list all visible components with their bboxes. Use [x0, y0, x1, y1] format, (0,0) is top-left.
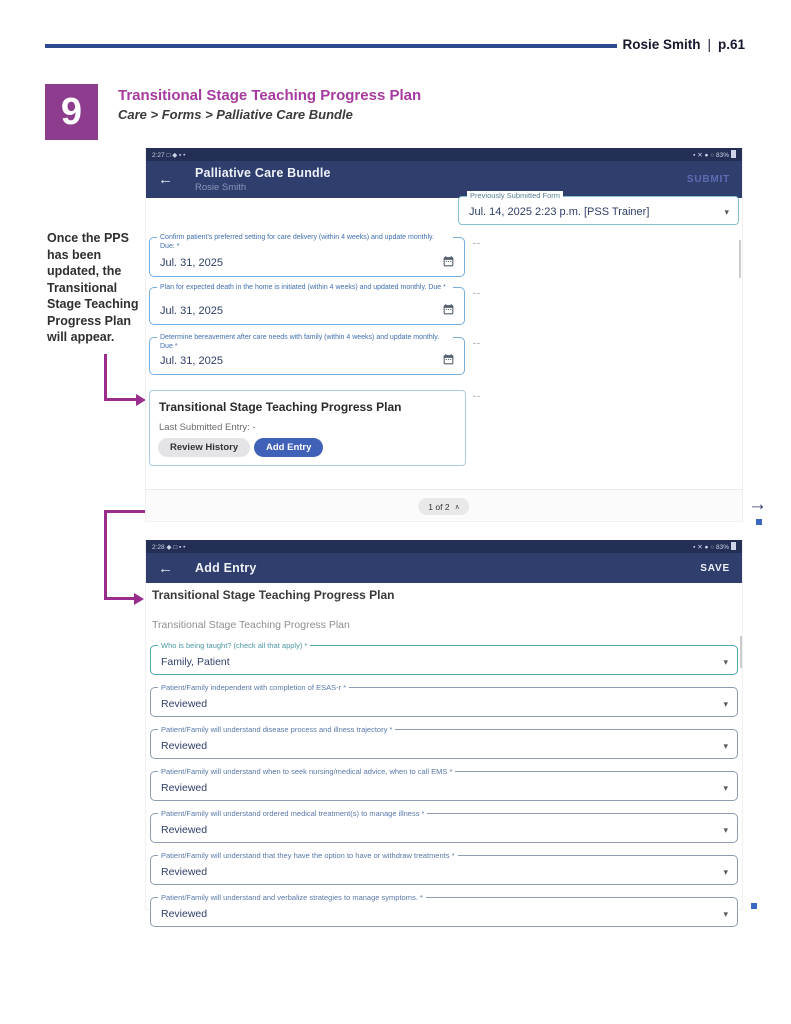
- pagination-footer: [146, 489, 742, 521]
- clock-time: 2:27: [152, 151, 165, 159]
- status-right: [693, 150, 736, 159]
- comment-marker-icon: [756, 519, 762, 525]
- card-title: Transitional Stage Teaching Progress Plan: [159, 400, 402, 414]
- back-arrow-icon[interactable]: ←: [158, 171, 173, 188]
- page-indicator-label: 1 of 2: [428, 501, 450, 512]
- chevron-up-icon: ∧: [454, 503, 460, 511]
- patient-name: Rosie Smith: [622, 37, 701, 52]
- select-ordered-treatments[interactable]: [150, 809, 738, 843]
- battery-percent: 83%: [715, 152, 729, 159]
- connector2-seg3: [104, 510, 107, 600]
- calendar-icon[interactable]: [442, 303, 455, 316]
- app-bar-titles: [195, 166, 331, 193]
- notification-icons: □ ◆ ▪ •: [166, 151, 186, 159]
- field-label: Patient/Family will understand disease process and illness trajectory *: [158, 725, 395, 734]
- field-value: Jul. 31, 2025: [160, 355, 223, 367]
- connector2-arrowhead-icon: [134, 593, 144, 605]
- breadcrumb: Care > Forms > Palliative Care Bundle: [118, 107, 353, 122]
- notification-icons: ◆ □ ▪ •: [166, 543, 186, 551]
- select-disease-process[interactable]: [150, 725, 738, 759]
- app-bar-subtitle: Rosie Smith: [195, 182, 247, 193]
- field-label: Patient/Family will understand that they have the option to have or withdraw treatments *: [158, 851, 458, 860]
- review-history-button[interactable]: Review History: [158, 438, 250, 457]
- last-submitted-entry: Last Submitted Entry: -: [159, 422, 256, 433]
- clock-time: 2:28: [152, 543, 165, 551]
- battery-icon: [731, 150, 736, 158]
- select-who-is-taught[interactable]: [150, 641, 738, 675]
- annotation-dash: --: [473, 338, 481, 348]
- screenshot-form-list: [145, 148, 743, 522]
- next-page-arrow-icon[interactable]: →: [748, 494, 767, 515]
- form-subheading: Transitional Stage Teaching Progress Plan: [152, 619, 350, 631]
- calendar-icon[interactable]: [442, 353, 455, 366]
- field-label: Patient/Family independent with completion of ESAS-r *: [158, 683, 349, 692]
- calendar-icon[interactable]: [442, 255, 455, 268]
- chevron-down-icon: ▾: [723, 825, 728, 835]
- battery-percent: 83%: [715, 544, 729, 551]
- select-label: Previously Submitted Form: [467, 191, 563, 200]
- field-label: Patient/Family will understand ordered medical treatment(s) to manage illness *: [158, 809, 427, 818]
- connector1-vertical: [104, 354, 107, 401]
- field-label: Who is being taught? (check all that apply) *: [158, 641, 310, 650]
- step-number-badge: 9: [45, 84, 98, 140]
- select-esas-completion[interactable]: [150, 683, 738, 717]
- field-value: Reviewed: [161, 698, 208, 710]
- save-button[interactable]: SAVE: [700, 562, 730, 574]
- status-left: [152, 151, 185, 159]
- field-label: Patient/Family will understand and verbalize strategies to manage symptoms. *: [158, 893, 426, 902]
- status-bar: [146, 148, 742, 161]
- add-entry-button[interactable]: Add Entry: [254, 438, 323, 457]
- connector1-horizontal: [104, 398, 138, 401]
- app-bar-title: Add Entry: [195, 561, 257, 575]
- field-value: Reviewed: [161, 824, 208, 836]
- field-value: Family, Patient: [161, 656, 230, 668]
- field-value: Reviewed: [161, 866, 208, 878]
- chevron-down-icon: ▾: [723, 909, 728, 919]
- annotation-dash: --: [473, 391, 481, 401]
- header-separator: |: [707, 37, 711, 52]
- annotation-dash: --: [473, 288, 481, 298]
- annotation-dash: --: [473, 238, 481, 248]
- field-label: Determine bereavement after care needs with family (within 4 weeks) and update monthly. Due *: [157, 333, 453, 352]
- previously-submitted-form-select[interactable]: [458, 191, 739, 225]
- page-indicator[interactable]: [418, 498, 469, 515]
- field-value: Jul. 31, 2025: [160, 305, 223, 317]
- app-bar-title: Palliative Care Bundle: [195, 166, 331, 180]
- system-icons: ▪ ✕ ● ○: [693, 152, 715, 159]
- date-field-preferred-setting[interactable]: [149, 234, 465, 277]
- select-manage-symptoms[interactable]: [150, 893, 738, 927]
- field-value: Reviewed: [161, 740, 208, 752]
- scrollbar[interactable]: [740, 636, 742, 668]
- select-withdraw-treatments-option[interactable]: [150, 851, 738, 885]
- select-value: Jul. 14, 2025 2:23 p.m. [PSS Trainer]: [469, 206, 650, 218]
- status-left: [152, 543, 185, 551]
- chevron-down-icon: ▾: [724, 207, 729, 217]
- status-bar: [146, 540, 742, 553]
- screenshot-add-entry: [145, 540, 743, 920]
- status-right: [693, 542, 736, 551]
- battery-icon: [731, 542, 736, 550]
- field-label: Plan for expected death in the home is initiated (within 4 weeks) and updated monthly. Due *: [157, 283, 453, 292]
- app-bar: [146, 161, 742, 198]
- select-when-to-seek-advice[interactable]: [150, 767, 738, 801]
- connector2-seg4: [104, 597, 136, 600]
- progress-plan-card: [149, 390, 466, 466]
- submit-button[interactable]: SUBMIT: [686, 174, 730, 185]
- page-header: [0, 37, 745, 52]
- field-label: Patient/Family will understand when to seek nursing/medical advice, when to call EMS *: [158, 767, 455, 776]
- step-title: Transitional Stage Teaching Progress Plan: [118, 87, 422, 104]
- annotation-note: Once the PPS has been updated, the Transitional Stage Teaching Progress Plan will appear.: [47, 231, 139, 344]
- field-label: Confirm patient's preferred setting for care delivery (within 4 weeks) and update monthly. Due: *: [157, 233, 453, 252]
- field-value: Reviewed: [161, 908, 208, 920]
- chevron-down-icon: ▾: [723, 783, 728, 793]
- date-field-expected-death-plan[interactable]: [149, 284, 465, 325]
- field-value: Jul. 31, 2025: [160, 257, 223, 269]
- form-heading: Transitional Stage Teaching Progress Plan: [152, 588, 395, 602]
- field-value: Reviewed: [161, 782, 208, 794]
- comment-marker-icon: [751, 903, 757, 909]
- date-field-bereavement-needs[interactable]: [149, 334, 465, 375]
- back-arrow-icon[interactable]: ←: [158, 559, 173, 577]
- chevron-down-icon: ▾: [723, 657, 728, 667]
- chevron-down-icon: ▾: [723, 867, 728, 877]
- page-number: p.61: [717, 37, 745, 52]
- chevron-down-icon: ▾: [723, 741, 728, 751]
- app-bar: [146, 553, 742, 583]
- scrollbar[interactable]: [739, 240, 741, 278]
- system-icons: ▪ ✕ ● ○: [693, 544, 715, 551]
- chevron-down-icon: ▾: [723, 699, 728, 709]
